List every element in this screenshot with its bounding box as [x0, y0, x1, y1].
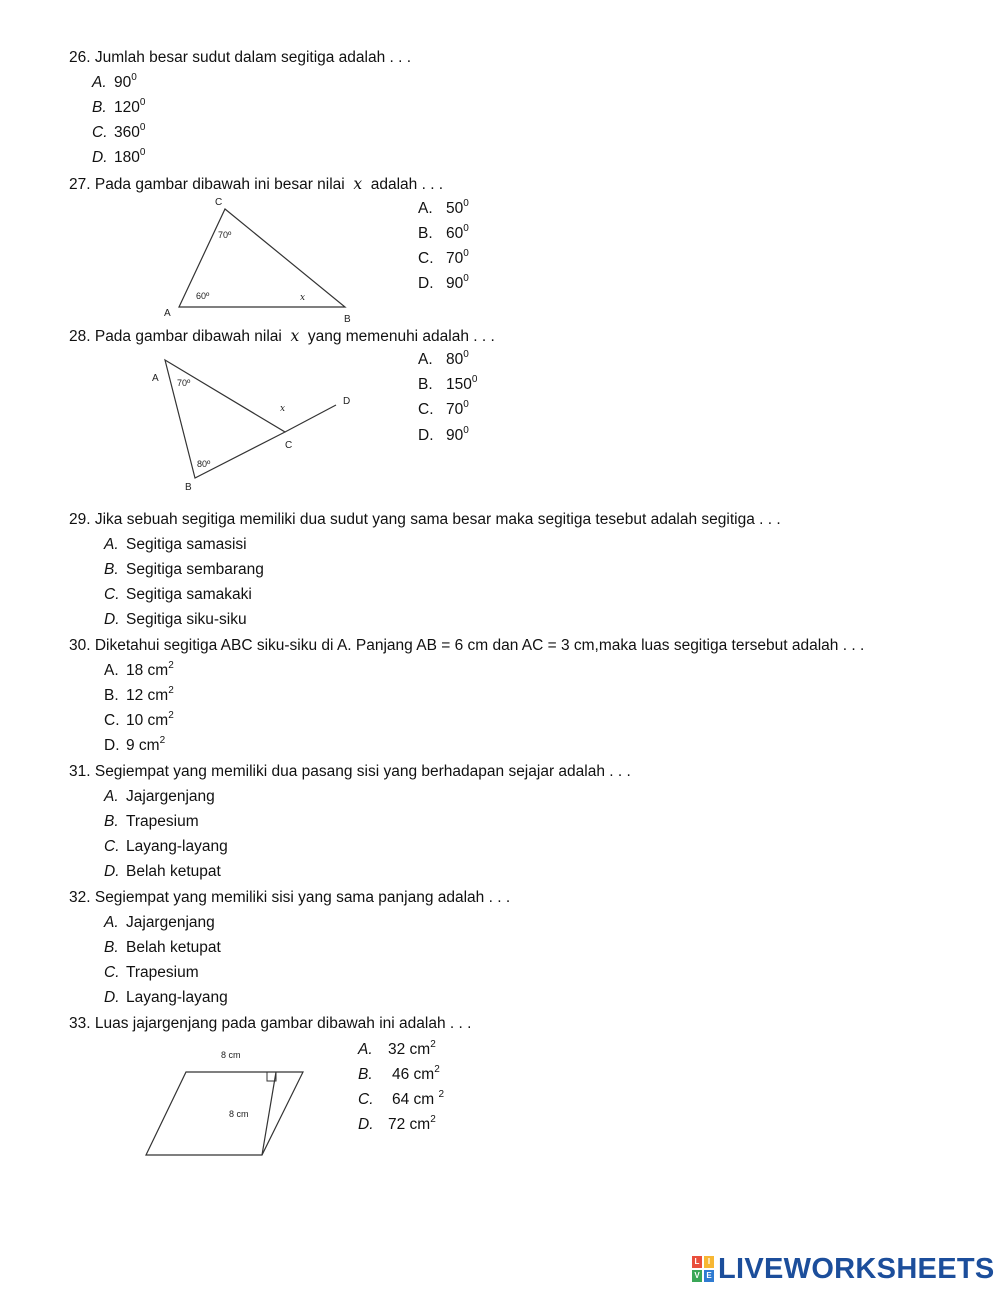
angle-c-label: 70º	[218, 230, 232, 240]
option-letter: B.	[104, 813, 119, 830]
vertex-c-label: C	[215, 197, 223, 208]
option-value: 46 cm	[392, 1066, 435, 1083]
question-32-text: 32. Segiempat yang memiliki sisi yang sama panjang adalah . . .	[69, 889, 511, 906]
squared-sup: 2	[159, 735, 166, 746]
option-letter: B.	[418, 376, 433, 393]
squared-sup: 2	[434, 1064, 440, 1075]
degree-sup: 0	[463, 248, 469, 259]
degree-sup: 0	[131, 72, 137, 83]
q31-option-d[interactable]	[104, 862, 221, 882]
q33-option-b[interactable]	[358, 1065, 440, 1085]
option-value: 120	[114, 99, 140, 116]
question-26-text: 26. Jumlah besar sudut dalam segitiga adalah . . .	[69, 49, 412, 66]
q33-option-c[interactable]	[358, 1090, 444, 1110]
option-value: 12 cm	[126, 687, 169, 704]
q26-option-c[interactable]	[92, 123, 145, 143]
degree-sup: 0	[463, 349, 469, 360]
option-letter: C.	[418, 250, 434, 267]
degree-sup: 0	[139, 97, 146, 108]
option-value: 360	[114, 124, 140, 141]
question-29-text: 29. Jika sebuah segitiga memiliki dua sudut yang sama besar maka segitiga tesebut adalah segitiga . . .	[69, 511, 781, 528]
angle-x-label: x	[300, 293, 306, 303]
q33-option-a[interactable]	[358, 1040, 436, 1060]
q28-triangle-figure	[140, 350, 370, 495]
height-label: 8 cm	[229, 1109, 249, 1119]
degree-sup: 0	[471, 374, 478, 385]
option-letter: B.	[104, 939, 119, 956]
option-value: Trapesium	[126, 964, 199, 981]
q28-option-d[interactable]	[418, 426, 469, 446]
angle-a-label: 60º	[196, 291, 210, 301]
option-letter: C.	[104, 712, 120, 729]
option-letter: D.	[104, 863, 120, 880]
liveworksheets-logo[interactable]	[692, 1252, 995, 1286]
option-letter: A.	[104, 662, 119, 679]
option-value: Segitiga samasisi	[126, 536, 247, 553]
option-letter: C.	[104, 964, 120, 981]
option-letter: C.	[418, 401, 434, 418]
option-letter: D.	[104, 611, 120, 628]
option-value: Belah ketupat	[126, 939, 221, 956]
option-value: Jajargenjang	[126, 914, 215, 931]
q27-option-c[interactable]	[418, 249, 469, 269]
option-value: 90	[446, 427, 464, 444]
q28-text-after: yang memenuhi adalah . . .	[307, 328, 495, 345]
option-value: 150	[446, 376, 472, 393]
question-31-text: 31. Segiempat yang memiliki dua pasang sisi yang berhadapan sejajar adalah . . .	[69, 763, 631, 780]
q28-option-c[interactable]	[418, 400, 469, 420]
option-letter: D.	[92, 149, 108, 166]
option-value: Layang-layang	[126, 838, 228, 855]
q29-option-b[interactable]	[104, 560, 264, 580]
q28-variable-x: x	[290, 327, 300, 345]
logo-text: LIVEWORKSHEETS	[718, 1252, 995, 1285]
q31-option-b[interactable]	[104, 812, 199, 832]
option-letter: D.	[104, 737, 120, 754]
option-letter: A.	[104, 536, 119, 553]
q27-text-after: adalah . . .	[370, 176, 444, 193]
vertex-a-label: A	[164, 308, 171, 319]
height-line	[262, 1072, 276, 1155]
option-letter: A.	[104, 914, 119, 931]
option-letter: A.	[418, 351, 433, 368]
q27-variable-x: x	[353, 175, 363, 193]
option-value: 64 cm	[392, 1091, 439, 1108]
option-letter: C.	[92, 124, 108, 141]
option-letter: B.	[92, 99, 107, 116]
degree-sup: 0	[463, 399, 469, 410]
q26-option-a[interactable]	[92, 73, 137, 93]
angle-x-label: x	[280, 404, 286, 414]
option-value: Jajargenjang	[126, 788, 215, 805]
q27-text-before: 27. Pada gambar dibawah ini besar nilai	[69, 176, 345, 193]
degree-sup: 0	[463, 223, 469, 234]
option-value: 9 cm	[126, 737, 160, 754]
q27-triangle-figure	[160, 194, 370, 326]
option-value: 72 cm	[388, 1116, 431, 1133]
question-30-text: 30. Diketahui segitiga ABC siku-siku di A. Panjang AB = 6 cm dan AC = 3 cm,maka luas segitiga tersebut adalah . . .	[69, 637, 865, 654]
option-value: Trapesium	[126, 813, 199, 830]
option-value: Layang-layang	[126, 989, 228, 1006]
q31-option-a[interactable]	[104, 787, 215, 807]
q27-option-b[interactable]	[418, 224, 469, 244]
option-value: 50	[446, 200, 464, 217]
squared-sup: 2	[168, 685, 174, 696]
squared-sup: 2	[430, 1039, 436, 1050]
squared-sup: 2	[168, 660, 174, 671]
vertex-d-label: D	[343, 396, 351, 407]
q30-option-a[interactable]	[104, 661, 174, 681]
q27-option-a[interactable]	[418, 199, 469, 219]
option-value: 70	[446, 250, 464, 267]
question-33-text: 33. Luas jajargenjang pada gambar dibawah ini adalah . . .	[69, 1015, 472, 1032]
angle-a-label: 70º	[177, 378, 191, 388]
extension-line-cd	[285, 405, 336, 432]
logo-mark-l: L	[692, 1256, 702, 1268]
parallelogram	[146, 1072, 303, 1155]
angle-b-label: 80º	[197, 459, 211, 469]
option-letter: D.	[418, 275, 434, 292]
squared-sup: 2	[168, 710, 174, 721]
q32-option-b[interactable]	[104, 938, 221, 958]
option-letter: A.	[92, 74, 107, 91]
option-letter: A.	[418, 200, 433, 217]
vertex-a-label: A	[152, 373, 159, 384]
option-letter: D.	[418, 427, 434, 444]
question-27-text	[69, 174, 443, 195]
q32-option-d[interactable]	[104, 988, 228, 1008]
question-28-text	[69, 326, 495, 347]
q27-option-d[interactable]	[418, 274, 469, 294]
q32-option-c[interactable]	[104, 963, 199, 983]
q26-option-d[interactable]	[92, 148, 145, 168]
option-letter: B.	[104, 687, 119, 704]
vertex-c-label: C	[285, 440, 293, 451]
degree-sup: 0	[139, 147, 146, 158]
q29-option-c[interactable]	[104, 585, 252, 605]
squared-sup: 2	[438, 1089, 445, 1100]
squared-sup: 2	[430, 1114, 436, 1125]
option-value: 18 cm	[126, 662, 169, 679]
logo-mark-icon	[692, 1256, 714, 1282]
option-letter: C.	[104, 586, 120, 603]
option-value: 180	[114, 149, 140, 166]
option-letter: B.	[104, 561, 119, 578]
q31-option-c[interactable]	[104, 837, 228, 857]
option-value: 90	[114, 74, 132, 91]
option-letter: B.	[358, 1066, 373, 1083]
option-letter: D.	[104, 989, 120, 1006]
q28-text-before: 28. Pada gambar dibawah nilai	[69, 328, 282, 345]
q26-option-b[interactable]	[92, 98, 145, 118]
q29-option-a[interactable]	[104, 535, 247, 555]
option-value: 10 cm	[126, 712, 169, 729]
degree-sup: 0	[463, 425, 469, 436]
q30-option-c[interactable]	[104, 711, 174, 731]
top-side-label: 8 cm	[221, 1050, 241, 1060]
degree-sup: 0	[463, 273, 469, 284]
vertex-b-label: B	[344, 314, 351, 325]
option-letter: A.	[104, 788, 119, 805]
option-letter: D.	[358, 1116, 374, 1133]
logo-mark-v: V	[692, 1270, 702, 1282]
q28-option-b[interactable]	[418, 375, 477, 395]
q29-option-d[interactable]	[104, 610, 247, 630]
option-value: 80	[446, 351, 464, 368]
option-value: 70	[446, 401, 464, 418]
option-letter: C.	[104, 838, 120, 855]
option-value: Segitiga siku-siku	[126, 611, 247, 628]
q32-option-a[interactable]	[104, 913, 215, 933]
option-value: 32 cm	[388, 1041, 431, 1058]
logo-mark-i: I	[704, 1256, 714, 1268]
option-value: Belah ketupat	[126, 863, 221, 880]
option-value: Segitiga samakaki	[126, 586, 252, 603]
q33-parallelogram-figure	[140, 1045, 320, 1165]
option-value: Segitiga sembarang	[126, 561, 264, 578]
option-letter: C.	[358, 1091, 374, 1108]
q30-option-d[interactable]	[104, 736, 165, 756]
vertex-b-label: B	[185, 482, 192, 493]
q28-option-a[interactable]	[418, 350, 469, 370]
q30-option-b[interactable]	[104, 686, 174, 706]
q33-option-d[interactable]	[358, 1115, 436, 1135]
degree-sup: 0	[139, 122, 146, 133]
option-value: 60	[446, 225, 464, 242]
degree-sup: 0	[463, 198, 469, 209]
option-value: 90	[446, 275, 464, 292]
logo-mark-e: E	[704, 1270, 714, 1282]
option-letter: A.	[358, 1041, 373, 1058]
option-letter: B.	[418, 225, 433, 242]
